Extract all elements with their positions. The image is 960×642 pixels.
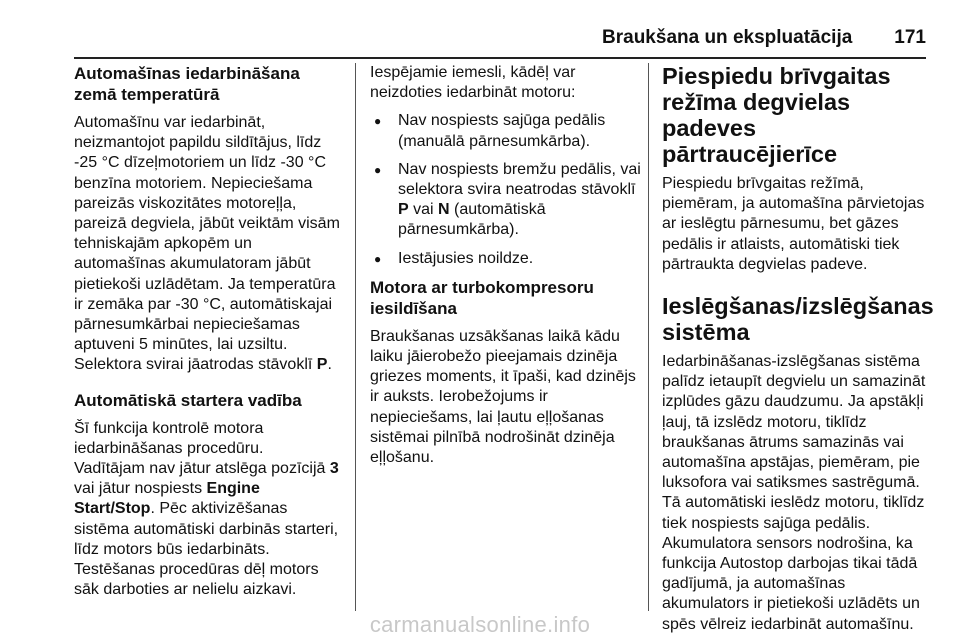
paragraph-starter-1: Šī funkcija kontrolē motora iedarbināšanas procedūru. bbox=[74, 419, 264, 457]
heading-overrun-cutoff: Piespiedu brīvgaitas režīma degvielas padeves pārtraucējierīce bbox=[662, 63, 891, 167]
text-span: vai bbox=[408, 201, 439, 219]
column-divider-2 bbox=[648, 63, 649, 611]
column-left bbox=[74, 63, 342, 600]
column-middle bbox=[370, 63, 642, 468]
bold-span: P bbox=[398, 201, 409, 219]
paragraph-stop-start-2: Akumulatora sensors nodrošina, ka funkcija Autostop darbojas tikai tādā gadījumā, ja automašīnas akumulators ir pietiekoši uzlādēts un spēs vēlreiz iedarbināt automašīnu. bbox=[662, 534, 920, 633]
bold-span: N bbox=[438, 201, 450, 219]
heading-cold-start: Automašīnas iedarbināšana zemā temperatūrā bbox=[74, 64, 300, 104]
reasons-list bbox=[370, 111, 642, 268]
paragraph-cold-start bbox=[74, 113, 342, 376]
list-item: ● Nav nospiests sajūga pedālis (manuālā pārnesumkārba). bbox=[370, 111, 642, 151]
list-item: ● Iestājusies noildze. bbox=[370, 249, 642, 269]
paragraph-turbo: Braukšanas uzsākšanas laikā kādu laiku jāierobežo pieejamais dzinēja griezes moments, it īpaši, kad dzinējs ir auksts. Ierobežojums ir nepieciešams, lai ļautu eļļošanas sistēmai pilnībā nodrošināt dzinēja eļļošanu. bbox=[370, 327, 636, 467]
column-right bbox=[662, 63, 932, 635]
header-rule bbox=[74, 57, 926, 59]
page-header bbox=[74, 27, 926, 55]
watermark: carmanualsonline.info bbox=[369, 612, 591, 637]
text-span: (automātiskā pārnesumkārba). bbox=[398, 201, 546, 239]
heading-turbo: Motora ar turbokompresoru iesildīšana bbox=[370, 277, 594, 318]
text-span: . Pēc aktivizēšanas sistēma automātiski darbinās starteri, līdz motors būs iedarbināts. Testēšanas procedūras dēļ motors sāk darboties ar nelielu aizkavi. bbox=[74, 500, 339, 599]
text-span: Vadītājam nav jātur atslēga pozīcijā bbox=[74, 460, 330, 478]
text-span: Automašīnu var iedarbināt, neizmantojot papildu sildītājus, līdz -25 °C dīzeļmotoriem un līdz -30 °C benzīna motoriem. Nepieciešama pareizās viskozitātes motoreļļa, pareizā degviela, jābūt veiktām visām tehniskajām apkopēm un automašīnas akumulatoram jābūt pietiekoši uzlādētam. Ja temperatūra ir zemāka par -30 °C, automātiskajai pārnesumkārbai nepieciešamas aptuveni 5 minūtes, lai uzsiltu. Selektora svirai jāatrodas stāvoklī bbox=[74, 114, 340, 374]
paragraph-stop-start-1: Iedarbināšanas-izslēgšanas sistēma palīdz ietaupīt degvielu un samazināt izplūdes gāzu daudzumu. Ja apstākļi ļauj, tā izslēdz motoru, tiklīdz braukšanas ātrums samazinās vai automašīna apstājas, piemēram, pie luksofora vai satiksmes sastrēgumā. Tā automātiski ieslēdz motoru, tiklīdz tiek nospiests sajūga pedālis. bbox=[662, 353, 926, 532]
paragraph-starter-2 bbox=[74, 459, 342, 600]
text-span: . bbox=[327, 356, 332, 374]
column-divider-1 bbox=[355, 63, 356, 611]
text-span: Nav nospiests bremžu pedālis, vai selektora svira neatrodas stāvoklī bbox=[398, 160, 641, 199]
heading-auto-starter: Automātiskā startera vadība bbox=[74, 390, 302, 410]
list-item bbox=[370, 160, 642, 241]
bold-span: P bbox=[316, 356, 328, 374]
bold-span: Engine Start/Stop bbox=[74, 480, 260, 518]
heading-stop-start: Ieslēgšanas/izslēgšanas sistēma bbox=[662, 293, 934, 346]
header-title: Braukšana un ekspluatācija bbox=[602, 27, 853, 48]
bold-span: 3 bbox=[329, 460, 339, 478]
paragraph-overrun: Piespiedu brīvgaitas režīmā, piemēram, ja automašīna pārvietojas ar ieslēgtu pārnesumu, bet gāzes pedālis ir atlaists, automātiski tiek pārtraukta degvielas padeve. bbox=[662, 175, 925, 273]
page-number: 171 bbox=[894, 27, 926, 48]
paragraph-reasons: Iespējamie iemesli, kādēļ var neizdoties iedarbināt motoru: bbox=[370, 64, 576, 102]
text-span: vai jātur nospiests bbox=[74, 480, 207, 498]
